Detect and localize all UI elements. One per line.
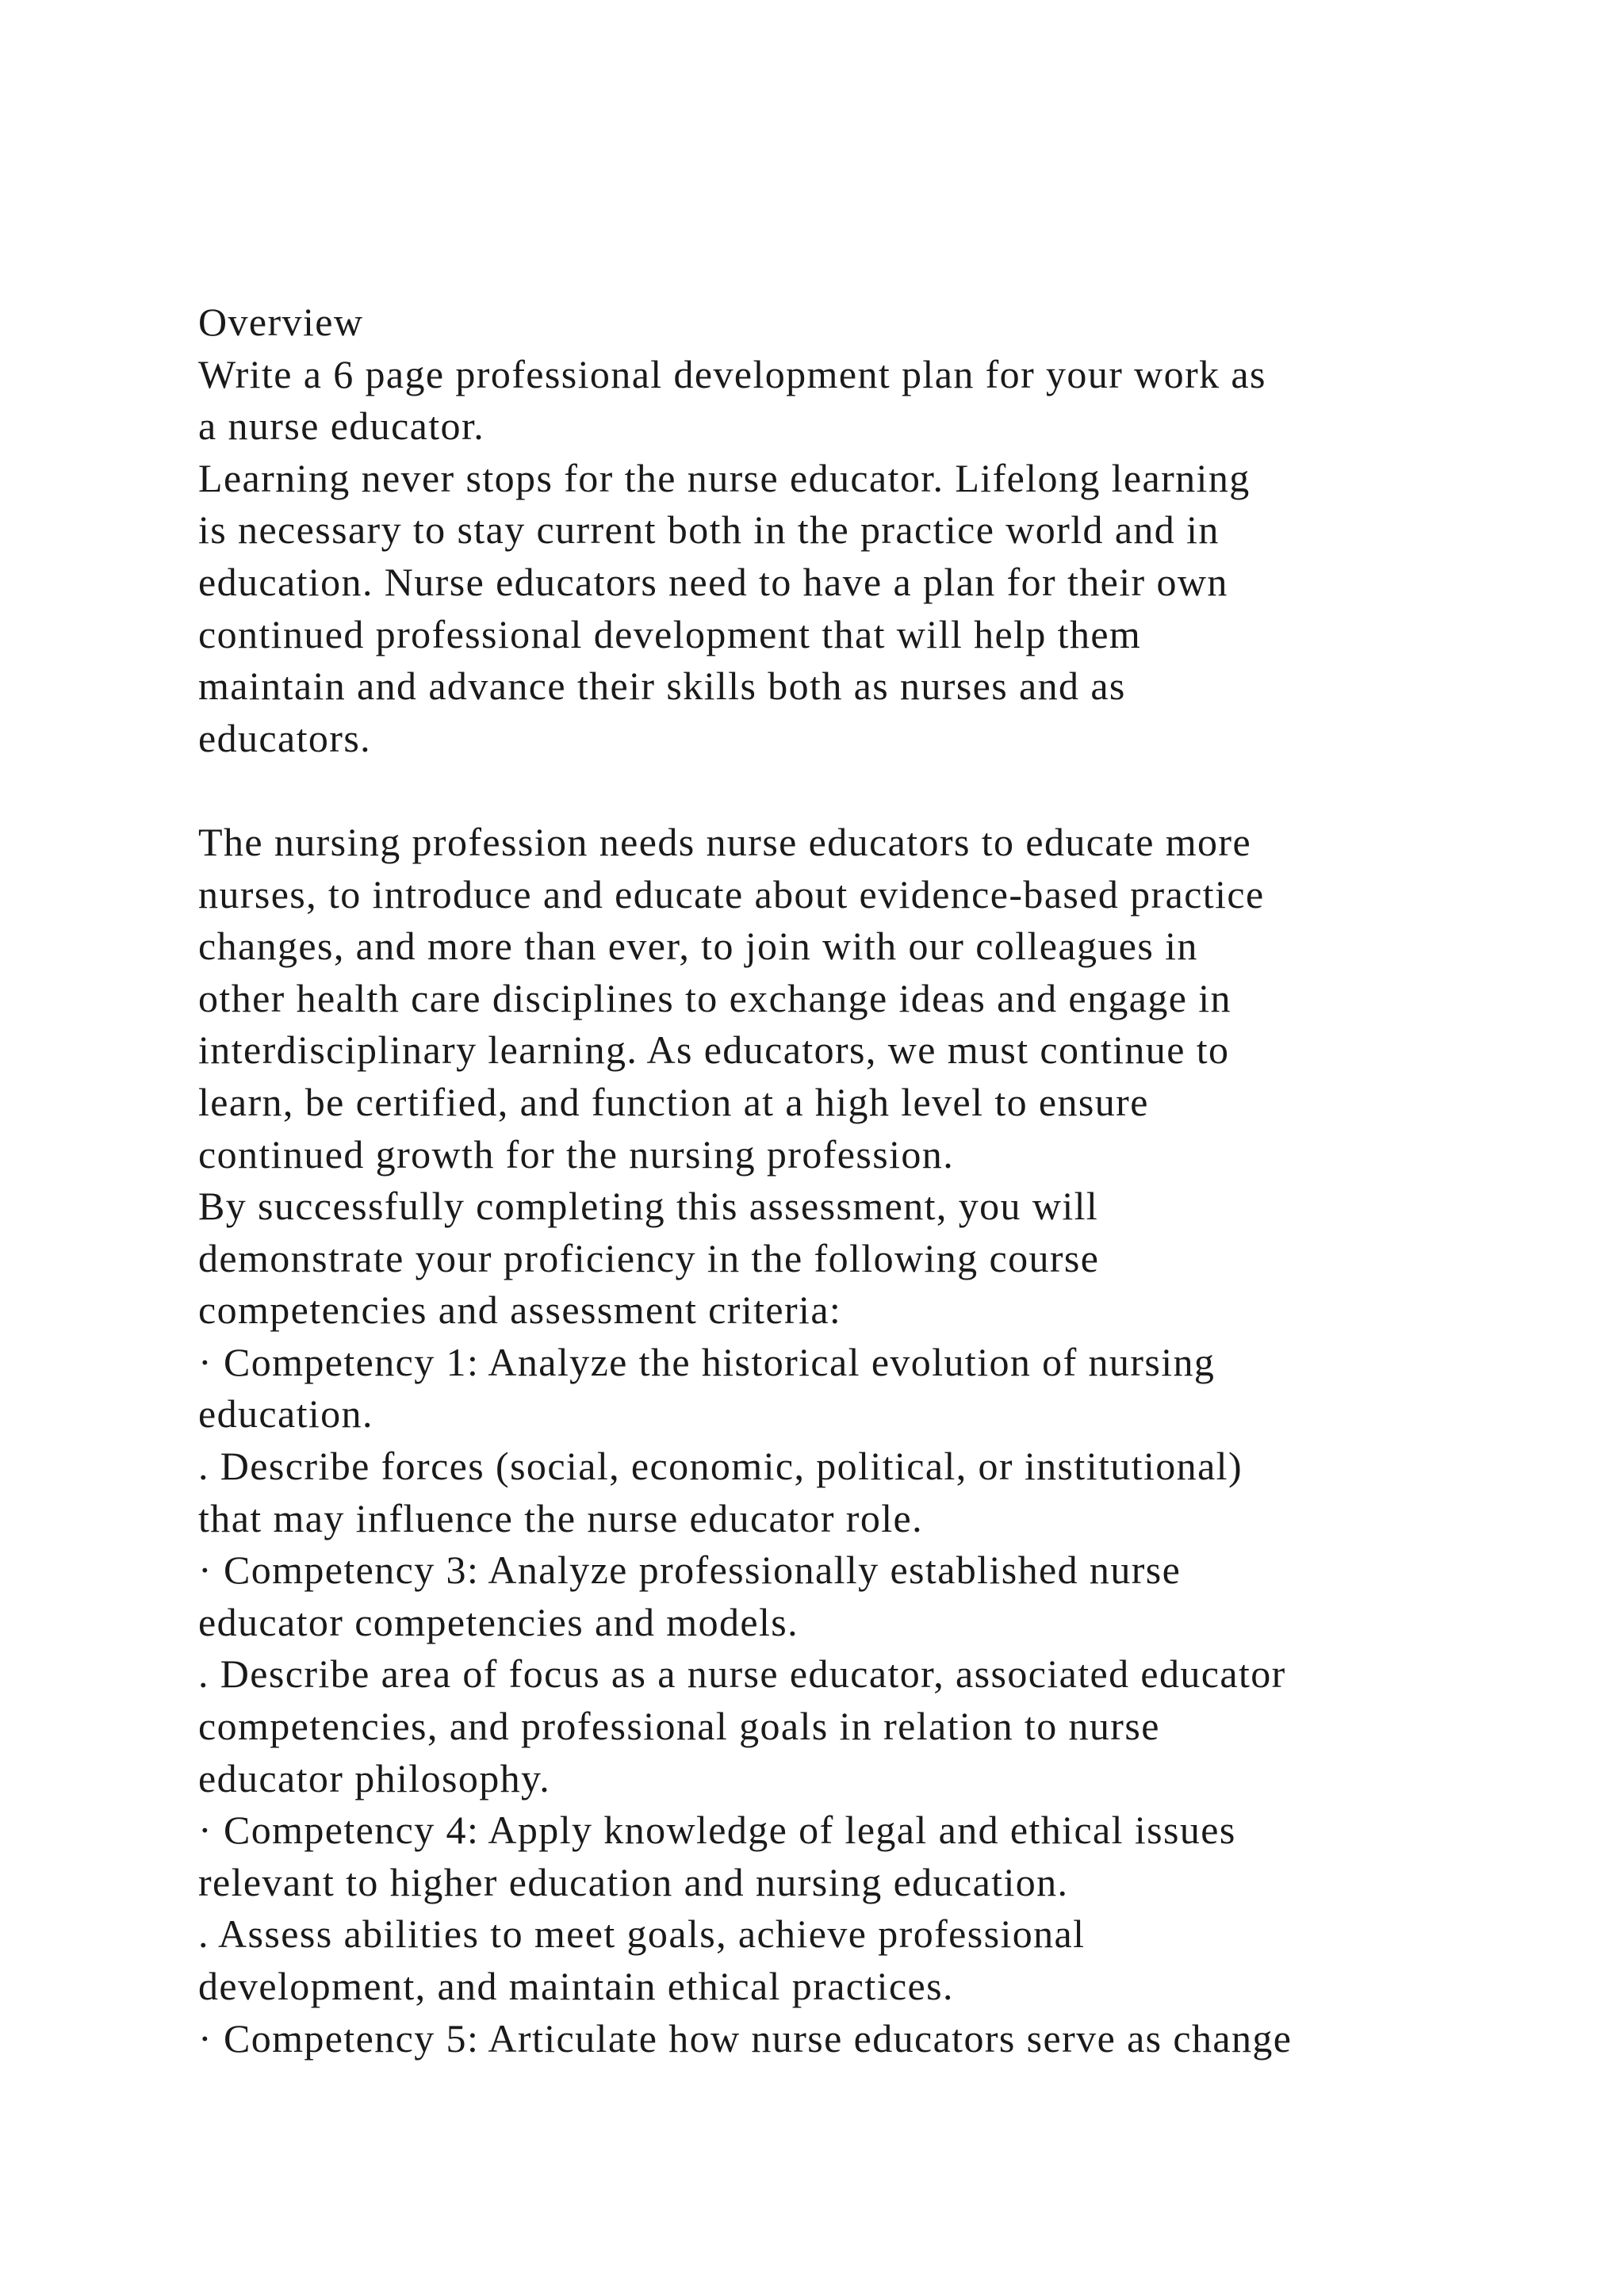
- criteria-item: . Assess abilities to meet goals, achieve professional: [198, 1911, 1086, 1957]
- competency-item: · Competency 5: Articulate how nurse educators serve as change: [198, 2015, 1293, 2061]
- text-line: nurses, to introduce and educate about evidence-based practice: [198, 871, 1265, 916]
- text-line: interdisciplinary learning. As educators, we must continue to: [198, 1027, 1230, 1073]
- criteria-item: . Describe forces (social, economic, political, or institutional): [198, 1444, 1243, 1489]
- text-line: Write a 6 page professional development plan for your work as: [198, 351, 1266, 396]
- text-line: maintain and advance their skills both as nurses and as: [198, 664, 1126, 709]
- blank-line: [198, 764, 1546, 817]
- document-body: [198, 297, 1546, 2064]
- text-line: The nursing profession needs nurse educators to educate more: [198, 819, 1252, 864]
- text-line: demonstrate your proficiency in the following course: [198, 1235, 1100, 1280]
- text-line: educator competencies and models.: [198, 1599, 799, 1644]
- text-line: development, and maintain ethical practices.: [198, 1964, 954, 2008]
- text-line: competencies and assessment criteria:: [198, 1288, 842, 1333]
- text-line: is necessary to stay current both in the practice world and in: [198, 507, 1220, 553]
- text-line: educators.: [198, 715, 372, 760]
- text-line: learn, be certified, and function at a high level to ensure: [198, 1079, 1149, 1124]
- heading-overview: Overview: [198, 300, 364, 344]
- text-line: By successfully completing this assessment, you will: [198, 1184, 1099, 1229]
- text-line: changes, and more than ever, to join with our colleagues in: [198, 924, 1198, 969]
- text-line: a nurse educator.: [198, 404, 485, 449]
- text-line: educator philosophy.: [198, 1755, 551, 1800]
- text-line: continued growth for the nursing profession.: [198, 1131, 955, 1177]
- criteria-item: . Describe area of focus as a nurse educator, associated educator: [198, 1651, 1286, 1697]
- competency-item: · Competency 1: Analyze the historical evolution of nursing: [198, 1339, 1216, 1384]
- text-line: relevant to higher education and nursing education.: [198, 1859, 1069, 1904]
- text-line: competencies, and professional goals in relation to nurse: [198, 1704, 1160, 1749]
- text-line: education.: [198, 1391, 373, 1437]
- text-line: education. Nurse educators need to have a plan for their own: [198, 559, 1228, 604]
- competency-item: · Competency 4: Apply knowledge of legal and ethical issues: [198, 1808, 1236, 1853]
- text-line: other health care disciplines to exchange ideas and engage in: [198, 975, 1231, 1020]
- text-line: Learning never stops for the nurse educator. Lifelong learning: [198, 455, 1251, 500]
- competency-item: · Competency 3: Analyze professionally established nurse: [198, 1548, 1182, 1593]
- text-line: continued professional development that will help them: [198, 611, 1142, 656]
- text-line: that may influence the nurse educator role.: [198, 1495, 924, 1540]
